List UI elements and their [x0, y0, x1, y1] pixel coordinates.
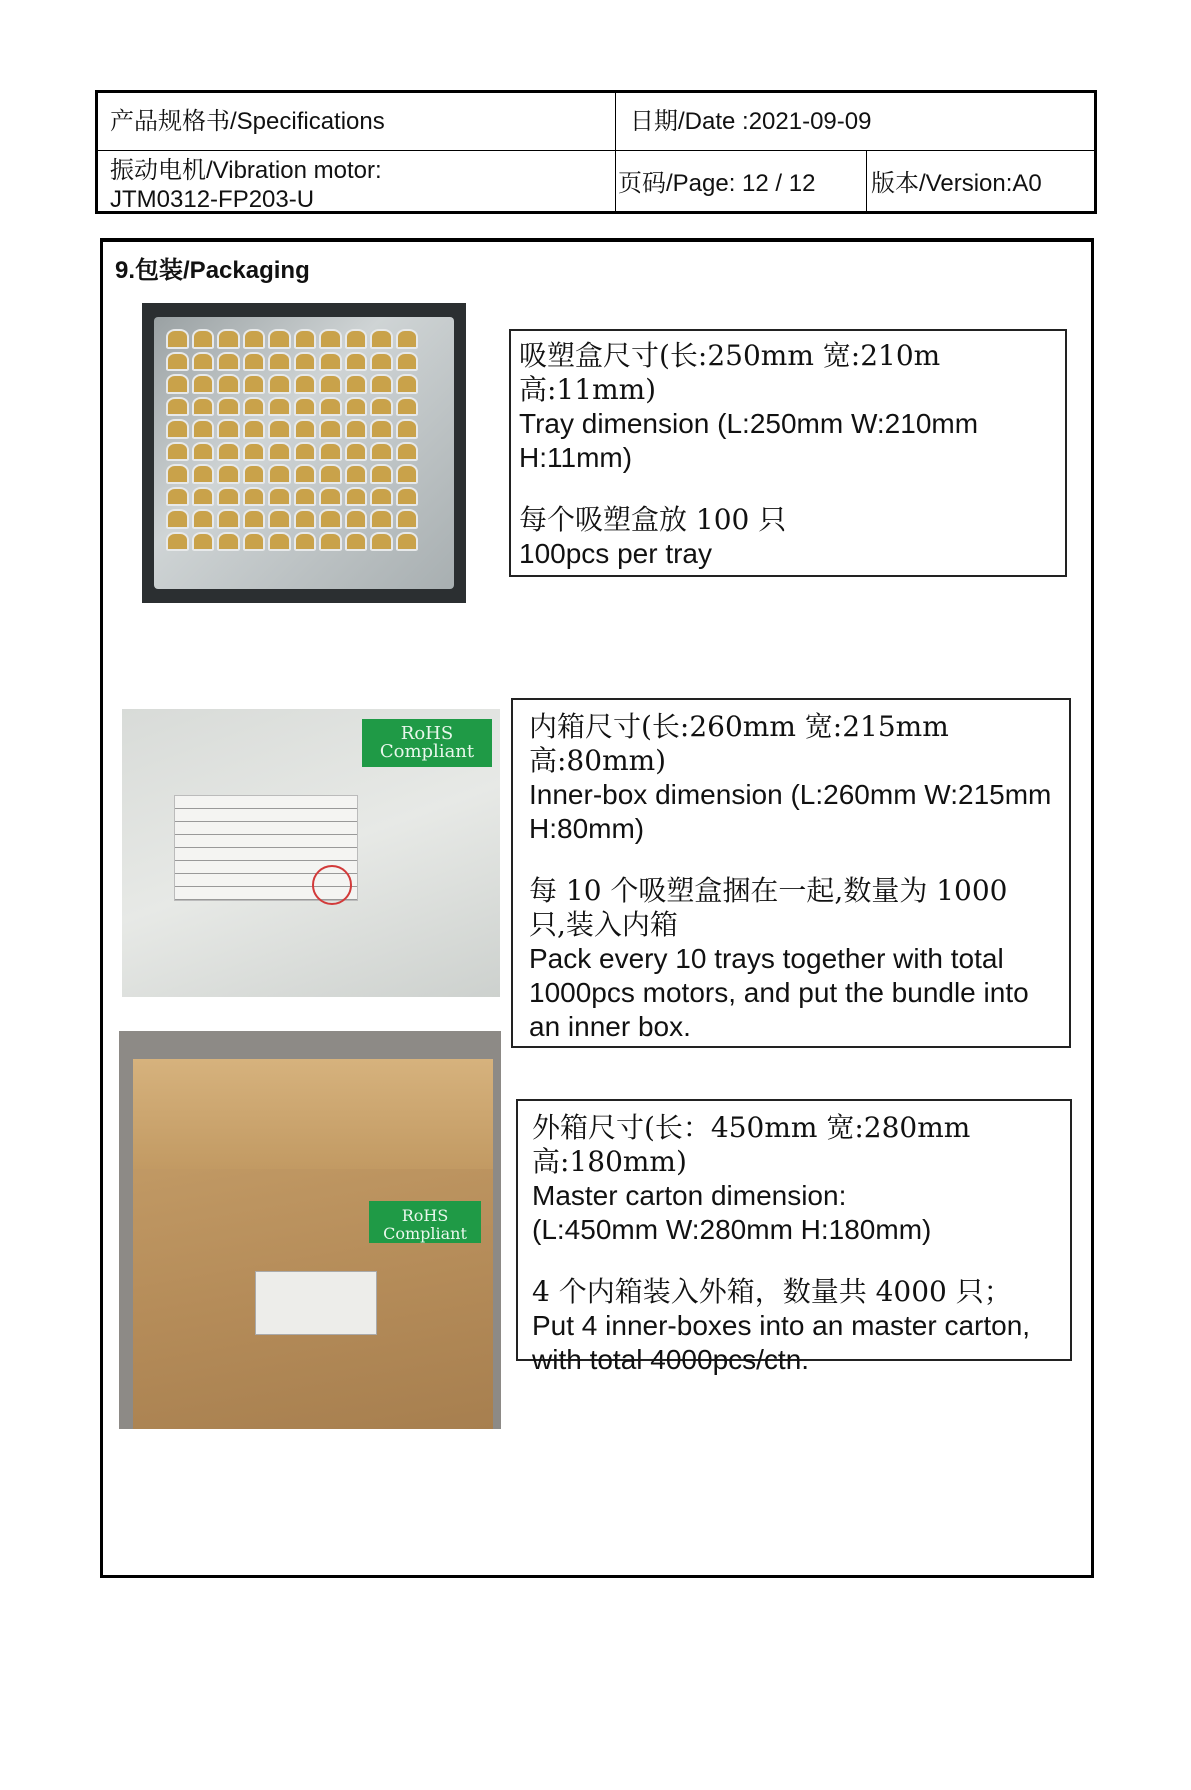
carton-quantity-zh: 4 个内箱装入外箱，数量共 4000 只； — [532, 1275, 1012, 1308]
tray-motor-cell — [294, 397, 317, 417]
carton-quantity-en: Put 4 inner-boxes into an master carton, with total 4000pcs/ctn. — [532, 1310, 1031, 1375]
tray-motor-cell — [319, 352, 342, 372]
tray-quantity-en: 100pcs per tray — [519, 538, 712, 569]
tray-motor-cell — [396, 329, 419, 349]
tray-motor-cell — [192, 487, 215, 507]
tray-motor-cell — [243, 329, 266, 349]
tray-motor-cell — [294, 442, 317, 462]
tray-motor-cell — [370, 487, 393, 507]
tray-motor-cell — [243, 352, 266, 372]
tray-motor-cell — [396, 352, 419, 372]
tray-motor-cell — [243, 442, 266, 462]
rohs-label — [369, 1201, 481, 1243]
tray-motor-cell — [243, 397, 266, 417]
tray-motor-cell — [370, 419, 393, 439]
tray-motor-cell — [192, 509, 215, 529]
tray-motor-cell — [370, 532, 393, 552]
tray-quantity-zh: 每个吸塑盒放 100 只 — [519, 503, 787, 536]
tray-motor-cell — [192, 464, 215, 484]
tray-motor-cell — [294, 487, 317, 507]
header-divider — [866, 150, 867, 214]
tray-motor-cell — [217, 487, 240, 507]
tray-motor-cell — [345, 352, 368, 372]
tray-motor-cell — [217, 419, 240, 439]
inner-box-quantity-en: Pack every 10 trays together with total 1000pcs motors, and put the bundle into an inner box. — [529, 943, 1029, 1042]
spec-title: 产品规格书/Specifications — [110, 108, 385, 135]
tray-motor-cell — [166, 352, 189, 372]
qc-stamp-icon — [312, 865, 352, 905]
tray-motor-cell — [396, 532, 419, 552]
tray-motor-cell — [319, 487, 342, 507]
tray-motor-cell — [166, 329, 189, 349]
tray-motor-cell — [370, 509, 393, 529]
tray-motor-cell — [268, 464, 291, 484]
tray-motor-cell — [345, 532, 368, 552]
tray-motor-cell — [217, 397, 240, 417]
inner-box-spec-box — [511, 698, 1071, 1048]
tray-motor-cell — [345, 374, 368, 394]
tray-motor-cell — [192, 419, 215, 439]
tray-motor-cell — [345, 442, 368, 462]
product-model: JTM0312-FP203-U — [110, 186, 315, 213]
tray-motor-cell — [217, 374, 240, 394]
spec-date: 日期/Date :2021-09-09 — [630, 108, 872, 135]
tray-motor-cell — [319, 442, 342, 462]
tray-motor-cell — [396, 374, 419, 394]
tray-photo — [142, 303, 466, 603]
tray-motor-cell — [396, 487, 419, 507]
tray-motor-cell — [166, 442, 189, 462]
tray-motor-cell — [243, 532, 266, 552]
rohs-label-line2: Compliant — [383, 1224, 467, 1243]
product-name-line1: 振动电机/Vibration motor: — [110, 157, 382, 184]
tray-motor-cell — [370, 397, 393, 417]
tray-motor-cell — [294, 419, 317, 439]
carton-dimension-zh: 外箱尺寸(长：450mm 宽:280mm 高:180mm) — [532, 1111, 971, 1178]
header-divider — [615, 93, 616, 211]
spec-header-table — [95, 90, 1097, 214]
tray-motor-cell — [192, 532, 215, 552]
tray-motor-cell — [243, 419, 266, 439]
header-divider — [98, 150, 1094, 151]
tray-motor-cell — [319, 419, 342, 439]
tray-motor-cell — [294, 532, 317, 552]
tray-motor-cell — [370, 352, 393, 372]
tray-motor-cell — [217, 509, 240, 529]
tray-motor-cell — [345, 464, 368, 484]
inner-box-quantity-zh: 每 10 个吸塑盒捆在一起,数量为 1000 只,装入内箱 — [529, 874, 1008, 941]
tray-motor-cell — [166, 419, 189, 439]
tray-motor-cell — [268, 352, 291, 372]
section-title: 9.包装/Packaging — [115, 257, 310, 284]
tray-motor-cell — [268, 532, 291, 552]
tray-motor-cell — [345, 509, 368, 529]
tray-motor-cell — [268, 374, 291, 394]
tray-motor-cell — [294, 329, 317, 349]
tray-motor-cell — [268, 442, 291, 462]
tray-motor-cell — [319, 329, 342, 349]
tray-motor-cell — [294, 374, 317, 394]
tray-motor-cell — [166, 487, 189, 507]
tray-motor-cell — [192, 442, 215, 462]
tray-motor-cell — [345, 487, 368, 507]
tray-motor-cell — [166, 374, 189, 394]
tray-motor-cell — [243, 509, 266, 529]
tray-dimension-zh: 吸塑盒尺寸(长:250mm 宽:210m 高:11mm) — [519, 339, 941, 406]
tray-motor-cell — [268, 397, 291, 417]
inner-box-dimension-zh: 内箱尺寸(长:260mm 宽:215mm 高:80mm) — [529, 710, 949, 777]
tray-motor-cell — [319, 509, 342, 529]
carton-top — [133, 1059, 493, 1169]
tray-motor-cell — [166, 397, 189, 417]
master-carton-spec-box — [516, 1099, 1072, 1375]
tray-motor-cell — [396, 509, 419, 529]
tray-motor-cell — [294, 464, 317, 484]
tray-motor-cell — [217, 442, 240, 462]
tray-motor-cell — [268, 487, 291, 507]
tray-motor-cell — [319, 464, 342, 484]
tray-motor-cell — [396, 442, 419, 462]
tray-motor-cell — [268, 509, 291, 529]
tray-motor-cell — [243, 487, 266, 507]
tray-motor-cell — [370, 329, 393, 349]
tray-motor-cell — [166, 509, 189, 529]
tray-motor-cell — [243, 464, 266, 484]
tray-motor-cell — [192, 352, 215, 372]
rohs-label — [362, 719, 492, 767]
tray-motor-cell — [166, 464, 189, 484]
tray-motor-cell — [294, 509, 317, 529]
carton-dimension-en-line2: (L:450mm W:280mm H:180mm) — [532, 1214, 932, 1245]
tray-dimension-en: Tray dimension (L:250mm W:210mm H:11mm) — [519, 408, 979, 473]
version: 版本/Version:A0 — [871, 170, 1042, 197]
tray-motor-cell — [166, 532, 189, 552]
tray-motor-cell — [319, 532, 342, 552]
tray-motor-cell — [396, 464, 419, 484]
tray-motor-cell — [396, 419, 419, 439]
tray-motor-cell — [294, 352, 317, 372]
tray-motor-cell — [268, 419, 291, 439]
inner-box-photo — [122, 709, 500, 997]
rohs-label-line1: RoHS — [400, 723, 454, 744]
tray-motor-cell — [396, 397, 419, 417]
rohs-label-line2: Compliant — [379, 741, 475, 762]
product-name — [110, 156, 382, 214]
tray-motor-cell — [345, 329, 368, 349]
tray-motor-cell — [192, 329, 215, 349]
inner-box-dimension-en: Inner-box dimension (L:260mm W:215mm H:80mm) — [529, 779, 1052, 844]
page-number: 页码/Page: 12 / 12 — [618, 170, 816, 197]
tray-motor-cell — [345, 397, 368, 417]
master-carton-photo — [119, 1031, 501, 1429]
tray-motor-cell — [192, 374, 215, 394]
tray-spec-box — [509, 329, 1067, 577]
tray-motor-cell — [243, 374, 266, 394]
tray-motor-cell — [319, 397, 342, 417]
tray-motor-grid — [166, 329, 418, 551]
tray-motor-cell — [370, 464, 393, 484]
tray-motor-cell — [217, 464, 240, 484]
tray-motor-cell — [319, 374, 342, 394]
tray-motor-cell — [192, 397, 215, 417]
tray-motor-cell — [217, 532, 240, 552]
carton-dimension-en-line1: Master carton dimension: — [532, 1180, 847, 1211]
tray-motor-cell — [217, 329, 240, 349]
rohs-label-line1: RoHS — [401, 1206, 449, 1225]
carton-label-sheet — [255, 1271, 377, 1335]
tray-motor-cell — [268, 329, 291, 349]
tray-motor-cell — [345, 419, 368, 439]
tray-motor-cell — [370, 442, 393, 462]
tray-motor-cell — [370, 374, 393, 394]
tray-motor-cell — [217, 352, 240, 372]
